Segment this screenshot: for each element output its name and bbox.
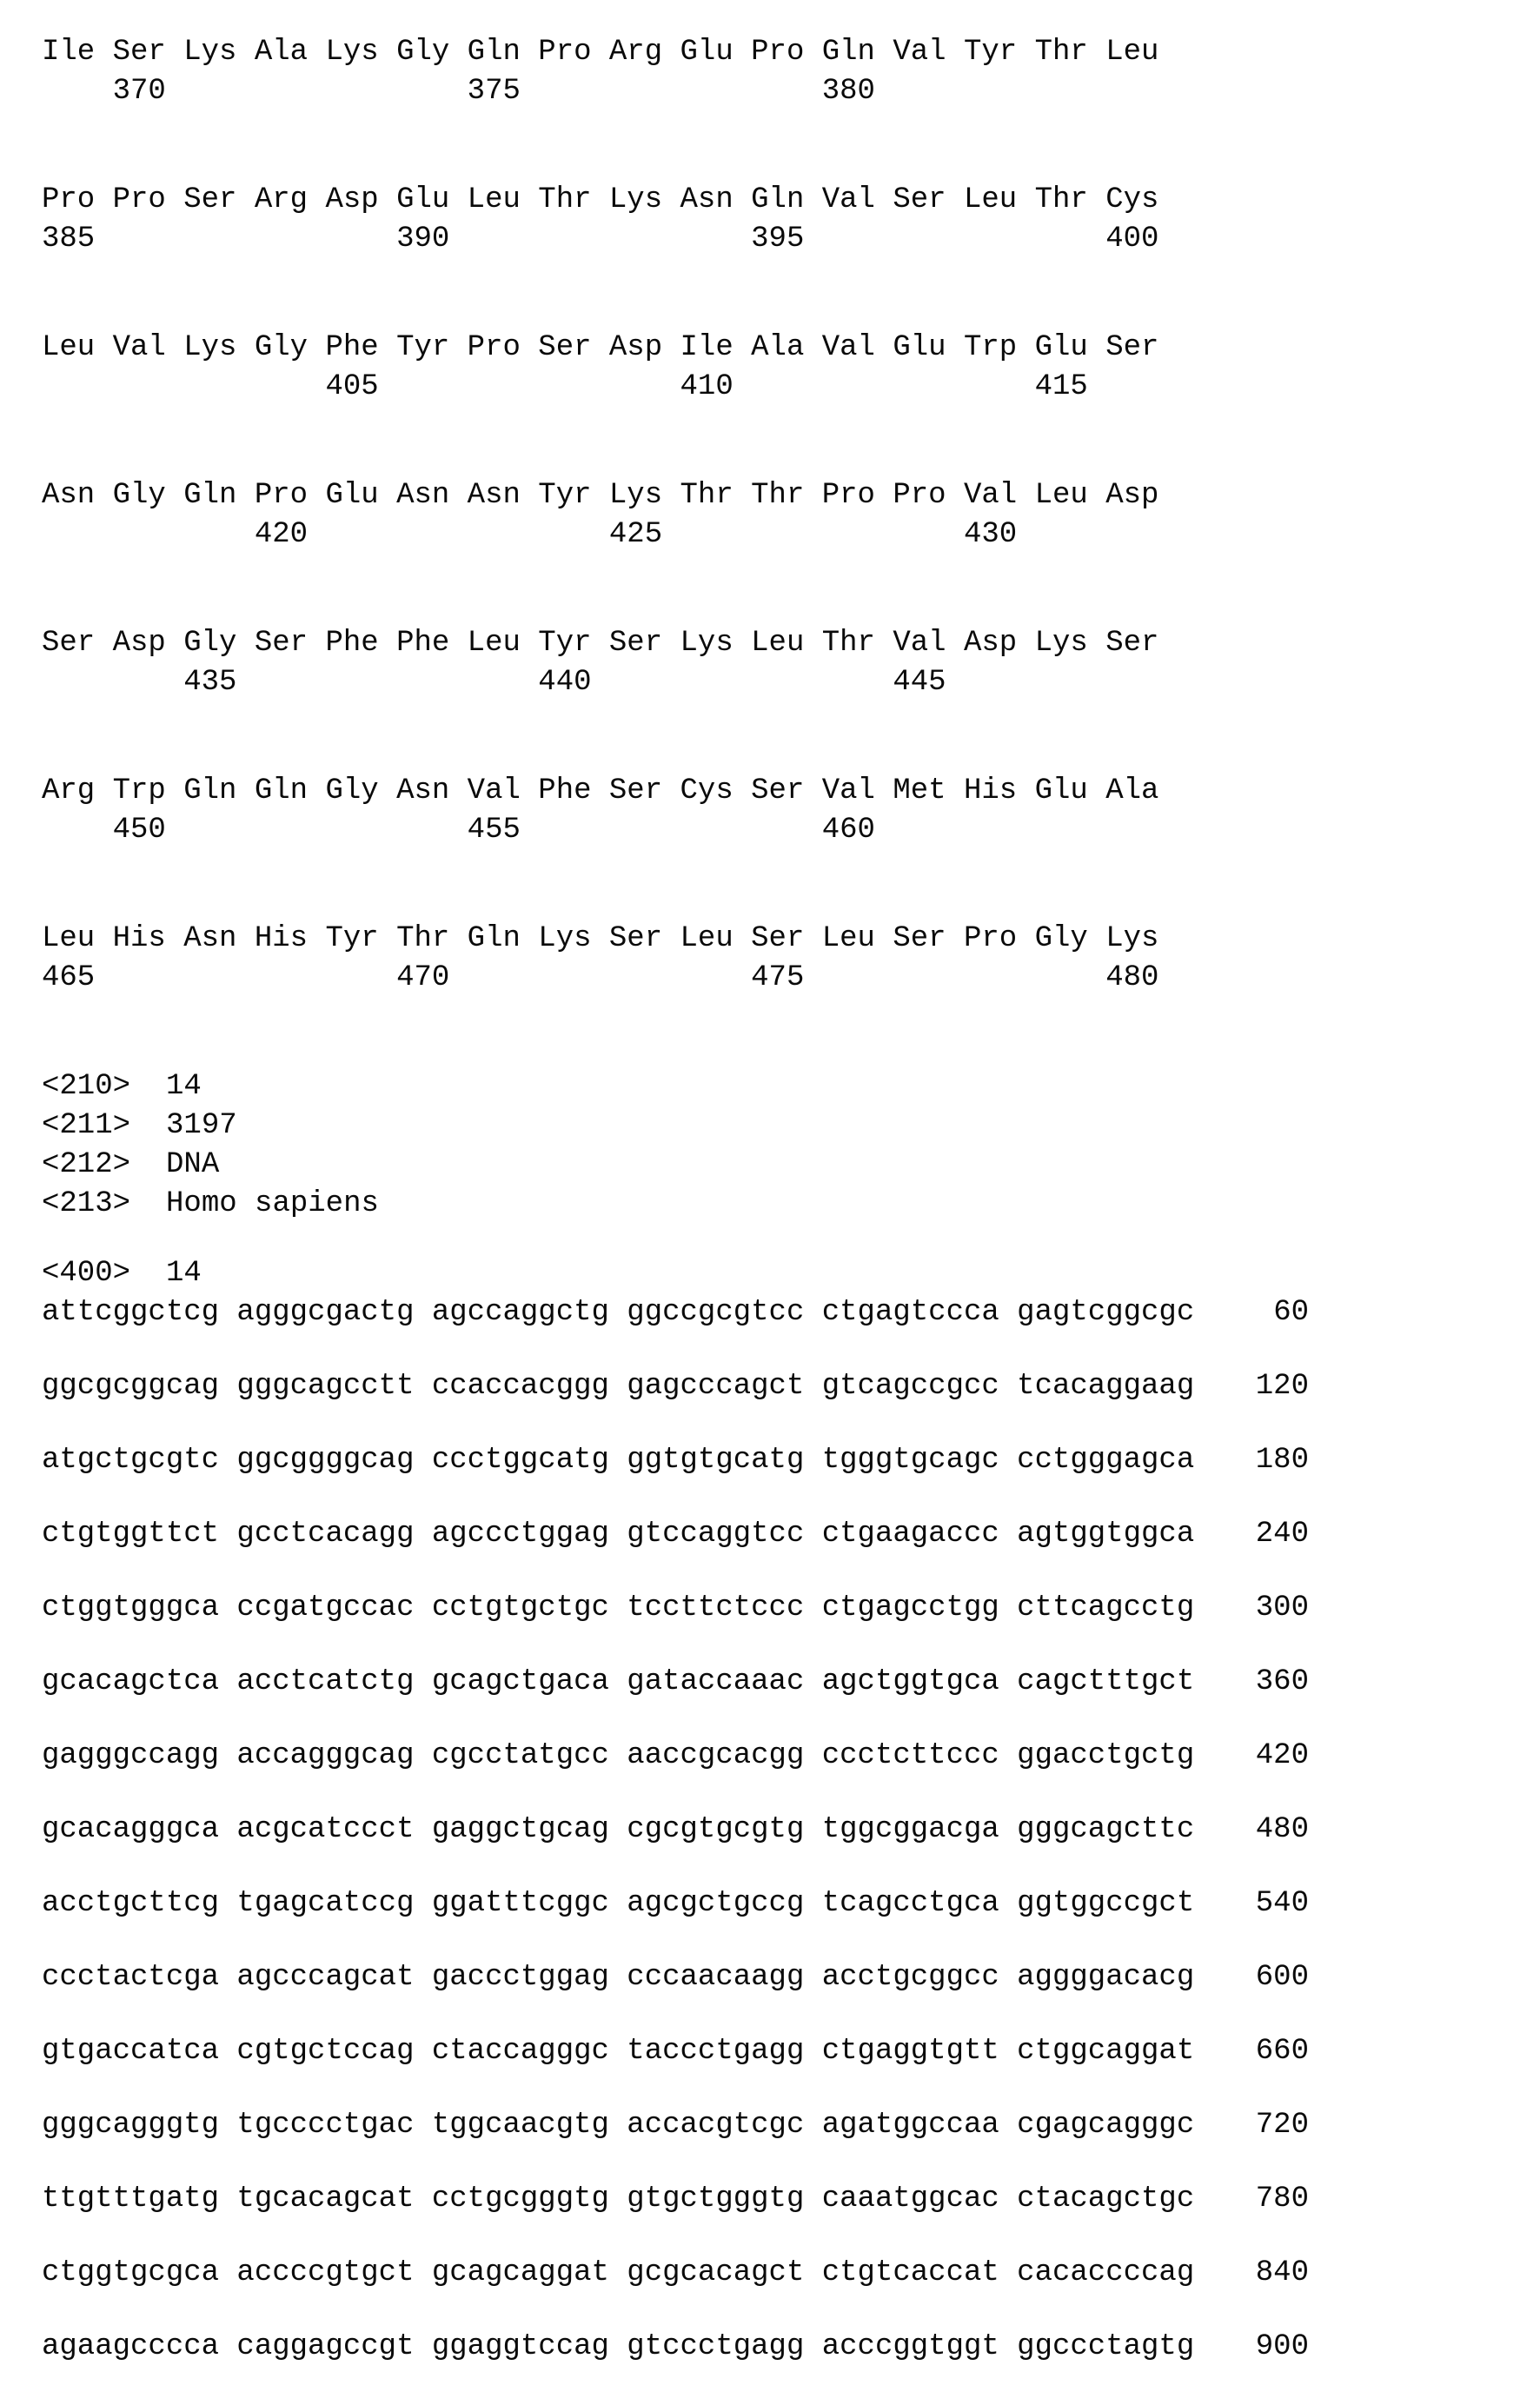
dna-sequence-row	[42, 1884, 1309, 1924]
dna-position-number: 360	[1255, 1665, 1309, 1698]
dna-position-number: 540	[1255, 1887, 1309, 1920]
sequence-400-header	[42, 1254, 1540, 1293]
dna-sequence-text: gtgaccatca cgtgctccag ctaccagggc taccctgagg ctgaggtgtt ctggcaggat	[42, 2035, 1195, 2068]
dna-sequence-row	[42, 2254, 1309, 2293]
dna-sequence-text: ggcgcggcag gggcagcctt ccaccacggg gagcccagct gtcagccgcc tcacaggaag	[42, 1370, 1195, 1403]
metadata-tag: <210>	[42, 1070, 131, 1103]
dna-sequence-section	[42, 1293, 1540, 2367]
metadata-tag: <400>	[42, 1257, 131, 1290]
metadata-line-213	[42, 1185, 1540, 1224]
dna-position-number: 780	[1255, 2183, 1309, 2216]
dna-sequence-row	[42, 1737, 1309, 1776]
dna-position-number: 720	[1255, 2109, 1309, 2142]
protein-sequence-section	[42, 33, 1540, 998]
sequence-metadata-block	[42, 1067, 1540, 1224]
dna-sequence-text: ctgtggttct gcctcacagg agccctggag gtccaggtcc ctgaagaccc agtggtggca	[42, 1518, 1195, 1551]
dna-position-number: 240	[1255, 1518, 1309, 1551]
residue-position-numbers: 370 375 380	[42, 75, 875, 108]
metadata-tag: <212>	[42, 1148, 131, 1181]
dna-sequence-row	[42, 2180, 1309, 2219]
protein-residues-line: Ser Asp Gly Ser Phe Phe Leu Tyr Ser Lys Leu Thr Val Asp Lys Ser	[42, 627, 1159, 660]
dna-sequence-row	[42, 1958, 1309, 1997]
dna-sequence-row	[42, 1589, 1309, 1628]
residue-position-numbers: 405 410 415	[42, 370, 1088, 403]
protein-sequence-block	[42, 624, 1540, 702]
dna-sequence-text: ctggtgggca ccgatgccac cctgtgctgc tccttctccc ctgagcctgg cttcagcctg	[42, 1591, 1195, 1625]
dna-position-number: 300	[1255, 1591, 1309, 1625]
dna-sequence-row	[42, 1663, 1309, 1702]
protein-residues-line: Ile Ser Lys Ala Lys Gly Gln Pro Arg Glu Pro Gln Val Tyr Thr Leu	[42, 36, 1159, 69]
dna-sequence-row	[42, 1367, 1309, 1406]
dna-sequence-row	[42, 1293, 1309, 1332]
metadata-value: 14	[166, 1257, 202, 1290]
metadata-value: Homo sapiens	[166, 1187, 379, 1220]
protein-sequence-block	[42, 772, 1540, 850]
protein-residues-line: Leu His Asn His Tyr Thr Gln Lys Ser Leu Ser Leu Ser Pro Gly Lys	[42, 922, 1159, 955]
protein-residues-line: Pro Pro Ser Arg Asp Glu Leu Thr Lys Asn Gln Val Ser Leu Thr Cys	[42, 183, 1159, 216]
metadata-line-212	[42, 1146, 1540, 1185]
dna-sequence-row	[42, 1441, 1309, 1480]
residue-position-numbers: 420 425 430	[42, 518, 1018, 551]
dna-position-number: 660	[1255, 2035, 1309, 2068]
dna-sequence-text: ctggtgcgca accccgtgct gcagcaggat gcgcacagct ctgtcaccat cacaccccag	[42, 2256, 1195, 2289]
protein-sequence-block	[42, 329, 1540, 407]
metadata-value: 14	[166, 1070, 202, 1103]
dna-sequence-text: acctgcttcg tgagcatccg ggatttcggc agcgctgccg tcagcctgca ggtggccgct	[42, 1887, 1195, 1920]
metadata-tag: <211>	[42, 1109, 131, 1142]
dna-position-number: 900	[1255, 2330, 1309, 2363]
metadata-value: 3197	[166, 1109, 237, 1142]
dna-sequence-text: gcacagggca acgcatccct gaggctgcag cgcgtgcgtg tggcggacga gggcagcttc	[42, 1813, 1195, 1846]
protein-residues-line: Arg Trp Gln Gln Gly Asn Val Phe Ser Cys Ser Val Met His Glu Ala	[42, 774, 1159, 807]
protein-residues-line: Leu Val Lys Gly Phe Tyr Pro Ser Asp Ile Ala Val Glu Trp Glu Ser	[42, 331, 1159, 364]
protein-sequence-block	[42, 33, 1540, 111]
residue-position-numbers: 435 440 445	[42, 666, 946, 699]
dna-sequence-text: atgctgcgtc ggcggggcag ccctggcatg ggtgtgcatg tgggtgcagc cctgggagca	[42, 1444, 1195, 1477]
metadata-tag: <213>	[42, 1187, 131, 1220]
dna-position-number: 60	[1273, 1296, 1309, 1329]
dna-sequence-text: agaagcccca caggagccgt ggaggtccag gtccctgagg acccggtggt ggccctagtg	[42, 2330, 1195, 2363]
residue-position-numbers: 385 390 395 400	[42, 223, 1159, 256]
dna-position-number: 420	[1255, 1739, 1309, 1772]
dna-sequence-row	[42, 2328, 1309, 2367]
dna-sequence-text: attcggctcg agggcgactg agccaggctg ggccgcgtcc ctgagtccca gagtcggcgc	[42, 1296, 1195, 1329]
protein-sequence-block	[42, 920, 1540, 998]
residue-position-numbers: 450 455 460	[42, 814, 875, 847]
dna-sequence-row	[42, 1811, 1309, 1850]
dna-position-number: 120	[1255, 1370, 1309, 1403]
residue-position-numbers: 465 470 475 480	[42, 961, 1159, 994]
dna-position-number: 480	[1255, 1813, 1309, 1846]
metadata-line-211	[42, 1106, 1540, 1146]
dna-position-number: 600	[1255, 1961, 1309, 1994]
dna-sequence-text: ttgtttgatg tgcacagcat cctgcgggtg gtgctgggtg caaatggcac ctacagctgc	[42, 2183, 1195, 2216]
protein-sequence-block	[42, 181, 1540, 259]
protein-sequence-block	[42, 476, 1540, 555]
dna-sequence-row	[42, 2032, 1309, 2071]
dna-sequence-row	[42, 1515, 1309, 1554]
dna-position-number: 180	[1255, 1444, 1309, 1477]
dna-sequence-text: gagggccagg accagggcag cgcctatgcc aaccgcacgg ccctcttccc ggacctgctg	[42, 1739, 1195, 1772]
dna-sequence-text: ccctactcga agcccagcat gaccctggag cccaacaagg acctgcggcc aggggacacg	[42, 1961, 1195, 1994]
dna-position-number: 840	[1255, 2256, 1309, 2289]
dna-sequence-text: gcacagctca acctcatctg gcagctgaca gataccaaac agctggtgca cagctttgct	[42, 1665, 1195, 1698]
dna-sequence-row	[42, 2106, 1309, 2145]
metadata-value: DNA	[166, 1148, 220, 1181]
metadata-line-210	[42, 1067, 1540, 1106]
protein-residues-line: Asn Gly Gln Pro Glu Asn Asn Tyr Lys Thr Thr Pro Pro Val Leu Asp	[42, 479, 1159, 512]
dna-sequence-text: gggcagggtg tgcccctgac tggcaacgtg accacgtcgc agatggccaa cgagcagggc	[42, 2109, 1195, 2142]
